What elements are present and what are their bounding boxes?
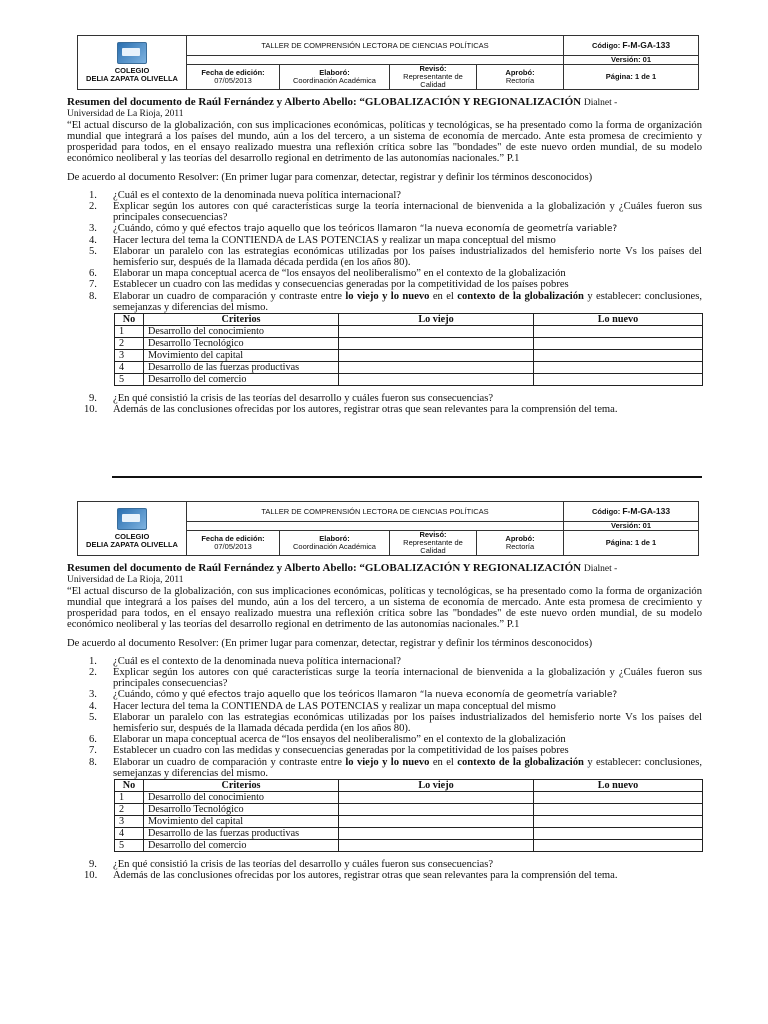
col-header-no: No xyxy=(115,313,144,325)
version: Versión: 01 xyxy=(564,522,699,531)
table-row xyxy=(115,349,703,361)
cell-lo-viejo xyxy=(339,803,534,815)
edition-label: Fecha de edición: xyxy=(201,67,265,77)
aprobo-label: Aprobó: xyxy=(505,67,535,77)
table-header-row xyxy=(115,313,703,325)
version: Versión: 01 xyxy=(564,56,699,65)
question-text: ¿Cuándo, cómo y qué xyxy=(113,688,206,700)
question-6: 6. Elaborar un mapa conceptual acerca de “los ensayos del neoliberalismo” en el contexto de la globalización xyxy=(89,734,566,746)
cell-lo-nuevo xyxy=(534,827,703,839)
question-text: Elaborar un mapa conceptual acerca de “los ensayos del neoliberalismo” en el contexto de la globalización xyxy=(113,268,566,280)
cell-lo-nuevo xyxy=(534,839,703,851)
code-label: Código: xyxy=(591,507,621,517)
doc-title: TALLER DE COMPRENSIÓN LECTORA DE CIENCIAS POLÍTICAS xyxy=(187,36,564,56)
summary-title xyxy=(67,97,702,109)
summary-heading: Resumen del documento de Raúl Fernández y Alberto Abello: “GLOBALIZACIÓN Y REGIONALIZACIÓN xyxy=(67,96,582,108)
question-text: Elaborar un cuadro de comparación y contraste entre xyxy=(113,290,342,302)
row-number: 5 xyxy=(115,839,144,851)
col-header-lo-viejo: Lo viejo xyxy=(339,779,534,791)
worksheet-copy-1 xyxy=(0,35,768,505)
table-row xyxy=(115,815,703,827)
reviso-cell xyxy=(390,531,477,556)
source-a: Dialnet - xyxy=(583,98,618,108)
cell-lo-nuevo xyxy=(534,325,703,337)
cell-lo-nuevo xyxy=(534,803,703,815)
elaboro-value: Coordinación Académica xyxy=(293,541,376,551)
table-row xyxy=(115,839,703,851)
question-text: Establecer un cuadro con las medidas y consecuencias generadas por la competitividad de los países pobres xyxy=(113,745,569,757)
edition-cell xyxy=(187,531,280,556)
document-body xyxy=(67,563,702,881)
question-text: Establecer un cuadro con las medidas y consecuencias generadas por la competitividad de los países pobres xyxy=(113,279,569,291)
reviso-value: Representante de Calidad xyxy=(403,71,463,89)
header-table xyxy=(77,501,699,556)
document-body xyxy=(67,97,702,415)
col-header-lo-nuevo: Lo nuevo xyxy=(534,779,703,791)
question-3: 3. ¿Cuándo, cómo y qué efectos trajo aquello que los teóricos llamaron “la nueva economía de geometría variable? xyxy=(89,688,618,700)
cell-lo-nuevo xyxy=(534,337,703,349)
logo-label: COLEGIO xyxy=(114,65,150,75)
questions-list-continued xyxy=(67,393,702,415)
cell-lo-viejo xyxy=(339,337,534,349)
question-text: en el xyxy=(432,756,454,768)
question-7: 7. Establecer un cuadro con las medidas y consecuencias generadas por la competitividad de los países pobres xyxy=(89,279,569,291)
question-bold: lo viejo y lo nuevo xyxy=(345,290,430,302)
row-number: 2 xyxy=(115,337,144,349)
cell-lo-viejo xyxy=(339,839,534,851)
question-2: 2. Explicar según los autores con qué características surge la teoría internacional de bienvenida a la globalización y ¿Cuáles fueron sus principales consecuencias? xyxy=(89,200,702,223)
question-text: ¿En qué consistió la crisis de las teorías del desarrollo y cuáles fueron sus consecuencias? xyxy=(113,858,494,870)
summary-title xyxy=(67,563,702,575)
aprobo-value: Rectoría xyxy=(505,541,535,551)
question-text: Explicar según los autores con qué características surge la teoría internacional de bienvenida a la globalización y ¿Cuáles fueron sus principales consecuencias? xyxy=(113,666,702,689)
cell-lo-viejo xyxy=(339,361,534,373)
questions-list xyxy=(67,190,702,313)
header-table xyxy=(77,35,699,90)
logo-label: COLEGIO xyxy=(114,531,150,541)
worksheet-copy-2 xyxy=(0,501,768,971)
question-text: ¿Cuándo, cómo y qué xyxy=(113,222,206,234)
question-text: Elaborar un cuadro de comparación y contraste entre xyxy=(113,756,342,768)
question-text-highlight: efectos trajo aquello que los teóricos llamaron “la nueva economía de geometría variable? xyxy=(208,223,618,234)
reviso-label: Revisó: xyxy=(419,530,447,539)
source-b: Universidad de La Rioja, 2011 xyxy=(67,575,184,586)
code-cell xyxy=(564,502,699,522)
cell-lo-viejo xyxy=(339,827,534,839)
school-cell xyxy=(78,502,187,556)
row-number: 1 xyxy=(115,791,144,803)
question-2: 2. Explicar según los autores con qué características surge la teoría internacional de bienvenida a la globalización y ¿Cuáles fueron sus principales consecuencias? xyxy=(89,666,702,689)
row-criterio: Desarrollo del comercio xyxy=(144,839,339,851)
table-row xyxy=(115,803,703,815)
elaboro-label: Elaboró: xyxy=(319,533,350,543)
col-header-criterios: Criterios xyxy=(144,313,339,325)
table-header-row xyxy=(115,779,703,791)
questions-list-continued xyxy=(67,859,702,881)
summary-quote: “El actual discurso de la globalización, con sus implicaciones económicas, políticas y tecnológicas, se ha presentado como la forma de organización mundial que integrará a los países del mundo, aún a los del tercero, a un sistema de economía de mercado. Ante esta promesa de crecimiento y prosperidad para todos, en el ensayo realizado muestra una reflexión crítica sobre las "bondades" de este nuevo orden mundial, de su modelo económico neoliberal y las teorías del desarrollo regional en detrimento de las autonomías nacionales.” P.1 xyxy=(67,586,702,631)
row-criterio: Desarrollo de las fuerzas productivas xyxy=(144,361,339,373)
elaboro-label: Elaboró: xyxy=(319,67,350,77)
instructions: De acuerdo al documento Resolver: (En primer lugar para comenzar, detectar, registrar y definir los términos desconocidos) xyxy=(67,171,593,183)
edition-label: Fecha de edición: xyxy=(201,533,265,543)
question-9: 9. ¿En qué consistió la crisis de las teorías del desarrollo y cuáles fueron sus consecuencias? xyxy=(89,858,494,870)
question-6: 6. Elaborar un mapa conceptual acerca de “los ensayos del neoliberalismo” en el contexto de la globalización xyxy=(89,268,566,280)
question-8: 8. Elaborar un cuadro de comparación y contraste entre lo viejo y lo nuevo en el contexto de la globalización y establecer: conclusiones, semejanzas y diferencias del mismo. xyxy=(89,756,703,779)
school-name: DELIA ZAPATA OLIVELLA xyxy=(86,539,178,549)
title-spacer xyxy=(187,522,564,531)
school-logo-icon xyxy=(117,508,147,530)
table-row xyxy=(115,361,703,373)
row-criterio: Desarrollo Tecnológico xyxy=(144,337,339,349)
cut-divider xyxy=(112,476,702,478)
question-text-highlight: efectos trajo aquello que los teóricos llamaron “la nueva economía de geometría variable? xyxy=(208,689,618,700)
doc-title: TALLER DE COMPRENSIÓN LECTORA DE CIENCIAS POLÍTICAS xyxy=(187,502,564,522)
question-4: 4. Hacer lectura del tema la CONTIENDA de LAS POTENCIAS y realizar un mapa conceptual del mismo xyxy=(89,235,556,247)
row-criterio: Desarrollo del conocimiento xyxy=(144,791,339,803)
reviso-value: Representante de Calidad xyxy=(403,537,463,555)
row-criterio: Movimiento del capital xyxy=(144,349,339,361)
aprobo-cell xyxy=(477,65,564,90)
row-criterio: Desarrollo Tecnológico xyxy=(144,803,339,815)
table-row xyxy=(115,827,703,839)
question-text: ¿Cuál es el contexto de la denominada nueva política internacional? xyxy=(113,655,401,667)
code-cell xyxy=(564,36,699,56)
question-1: 1. ¿Cuál es el contexto de la denominada nueva política internacional? xyxy=(89,189,401,201)
edition-date: 07/05/2013 xyxy=(214,541,252,551)
row-number: 3 xyxy=(115,815,144,827)
question-5: 5. Elaborar un paralelo con las estrategias económicas utilizadas por los países industrializados del hemisferio norte Vs los países del hemisferio sur, después de la llamada década perdida (en los años 80). xyxy=(89,246,702,269)
elaboro-cell xyxy=(280,531,390,556)
question-text: y establecer: conclusiones, semejanzas y diferencias del mismo. xyxy=(113,756,703,779)
school-name: DELIA ZAPATA OLIVELLA xyxy=(86,73,178,83)
elaboro-value: Coordinación Académica xyxy=(293,75,376,85)
comparison-table xyxy=(114,779,703,852)
question-text: Además de las conclusiones ofrecidas por los autores, registrar otras que sean relevantes para la comprensión del tema. xyxy=(113,403,618,415)
cell-lo-viejo xyxy=(339,325,534,337)
table-row xyxy=(115,337,703,349)
question-4: 4. Hacer lectura del tema la CONTIENDA de LAS POTENCIAS y realizar un mapa conceptual del mismo xyxy=(89,701,556,713)
col-header-lo-viejo: Lo viejo xyxy=(339,313,534,325)
question-text: Hacer lectura del tema la CONTIENDA de LAS POTENCIAS y realizar un mapa conceptual del mismo xyxy=(113,235,556,247)
page-number: Página: 1 de 1 xyxy=(564,65,699,90)
school-logo-icon xyxy=(117,42,147,64)
school-cell xyxy=(78,36,187,90)
question-text: ¿En qué consistió la crisis de las teorías del desarrollo y cuáles fueron sus consecuencias? xyxy=(113,392,494,404)
page-number: Página: 1 de 1 xyxy=(564,531,699,556)
col-header-lo-nuevo: Lo nuevo xyxy=(534,313,703,325)
cell-lo-nuevo xyxy=(534,815,703,827)
cell-lo-nuevo xyxy=(534,349,703,361)
aprobo-value: Rectoría xyxy=(505,75,535,85)
cell-lo-viejo xyxy=(339,373,534,385)
summary-quote: “El actual discurso de la globalización, con sus implicaciones económicas, políticas y tecnológicas, se ha presentado como la forma de organización mundial que integrará a los países del mundo, aún a los del tercero, a un sistema de economía de mercado. Ante esta promesa de crecimiento y prosperidad para todos, en el ensayo realizado muestra una reflexión crítica sobre las "bondades" de este nuevo orden mundial, de su modelo económico neoliberal y las teorías del desarrollo regional en detrimento de las autonomías nacionales.” P.1 xyxy=(67,120,702,165)
row-criterio: Desarrollo del comercio xyxy=(144,373,339,385)
question-10: 10. Además de las conclusiones ofrecidas por los autores, registrar otras que sean relevantes para la comprensión del tema. xyxy=(84,869,618,881)
title-spacer xyxy=(187,56,564,65)
row-number: 1 xyxy=(115,325,144,337)
question-9: 9. ¿En qué consistió la crisis de las teorías del desarrollo y cuáles fueron sus consecuencias? xyxy=(89,392,494,404)
question-7: 7. Establecer un cuadro con las medidas y consecuencias generadas por la competitividad de los países pobres xyxy=(89,745,569,757)
elaboro-cell xyxy=(280,65,390,90)
reviso-cell xyxy=(390,65,477,90)
row-criterio: Desarrollo de las fuerzas productivas xyxy=(144,827,339,839)
row-criterio: Desarrollo del conocimiento xyxy=(144,325,339,337)
cell-lo-nuevo xyxy=(534,361,703,373)
question-text: Elaborar un mapa conceptual acerca de “los ensayos del neoliberalismo” en el contexto de la globalización xyxy=(113,734,566,746)
code-value: F-M-GA-133 xyxy=(622,506,671,517)
questions-list xyxy=(67,656,702,779)
reviso-label: Revisó: xyxy=(419,64,447,73)
summary-heading: Resumen del documento de Raúl Fernández y Alberto Abello: “GLOBALIZACIÓN Y REGIONALIZACIÓN xyxy=(67,562,582,574)
source-a: Dialnet - xyxy=(583,564,618,574)
question-text: en el xyxy=(432,290,454,302)
question-text: y establecer: conclusiones, semejanzas y diferencias del mismo. xyxy=(113,290,703,313)
instructions: De acuerdo al documento Resolver: (En primer lugar para comenzar, detectar, registrar y definir los términos desconocidos) xyxy=(67,637,593,649)
question-10: 10. Además de las conclusiones ofrecidas por los autores, registrar otras que sean relevantes para la comprensión del tema. xyxy=(84,403,618,415)
row-number: 5 xyxy=(115,373,144,385)
row-number: 2 xyxy=(115,803,144,815)
aprobo-cell xyxy=(477,531,564,556)
cell-lo-nuevo xyxy=(534,373,703,385)
row-number: 4 xyxy=(115,827,144,839)
cell-lo-viejo xyxy=(339,815,534,827)
col-header-no: No xyxy=(115,779,144,791)
question-text: Elaborar un paralelo con las estrategias económicas utilizadas por los países industrializados del hemisferio norte Vs los países del hemisferio sur, después de la llamada década perdida (en los años 80). xyxy=(113,246,702,269)
question-bold: lo viejo y lo nuevo xyxy=(345,756,430,768)
question-text: ¿Cuál es el contexto de la denominada nueva política internacional? xyxy=(113,189,401,201)
question-8: 8. Elaborar un cuadro de comparación y contraste entre lo viejo y lo nuevo en el contexto de la globalización y establecer: conclusiones, semejanzas y diferencias del mismo. xyxy=(89,290,703,313)
question-3: 3. ¿Cuándo, cómo y qué efectos trajo aquello que los teóricos llamaron “la nueva economía de geometría variable? xyxy=(89,222,618,234)
cell-lo-viejo xyxy=(339,791,534,803)
question-text: Elaborar un paralelo con las estrategias económicas utilizadas por los países industrializados del hemisferio norte Vs los países del hemisferio sur, después de la llamada década perdida (en los años 80). xyxy=(113,712,702,735)
cell-lo-viejo xyxy=(339,349,534,361)
source-b: Universidad de La Rioja, 2011 xyxy=(67,109,184,120)
question-bold: contexto de la globalización xyxy=(457,756,584,768)
question-1: 1. ¿Cuál es el contexto de la denominada nueva política internacional? xyxy=(89,655,401,667)
edition-cell xyxy=(187,65,280,90)
question-text: Hacer lectura del tema la CONTIENDA de LAS POTENCIAS y realizar un mapa conceptual del mismo xyxy=(113,701,556,713)
question-text: Además de las conclusiones ofrecidas por los autores, registrar otras que sean relevantes para la comprensión del tema. xyxy=(113,869,618,881)
cell-lo-nuevo xyxy=(534,791,703,803)
col-header-criterios: Criterios xyxy=(144,779,339,791)
code-label: Código: xyxy=(591,41,621,51)
row-number: 4 xyxy=(115,361,144,373)
aprobo-label: Aprobó: xyxy=(505,533,535,543)
edition-date: 07/05/2013 xyxy=(214,75,252,85)
code-value: F-M-GA-133 xyxy=(622,40,671,51)
table-row xyxy=(115,791,703,803)
row-number: 3 xyxy=(115,349,144,361)
question-bold: contexto de la globalización xyxy=(457,290,584,302)
comparison-table xyxy=(114,313,703,386)
question-5: 5. Elaborar un paralelo con las estrategias económicas utilizadas por los países industrializados del hemisferio norte Vs los países del hemisferio sur, después de la llamada década perdida (en los años 80). xyxy=(89,712,702,735)
table-row xyxy=(115,373,703,385)
question-text: Explicar según los autores con qué características surge la teoría internacional de bienvenida a la globalización y ¿Cuáles fueron sus principales consecuencias? xyxy=(113,200,702,223)
table-row xyxy=(115,325,703,337)
row-criterio: Movimiento del capital xyxy=(144,815,339,827)
